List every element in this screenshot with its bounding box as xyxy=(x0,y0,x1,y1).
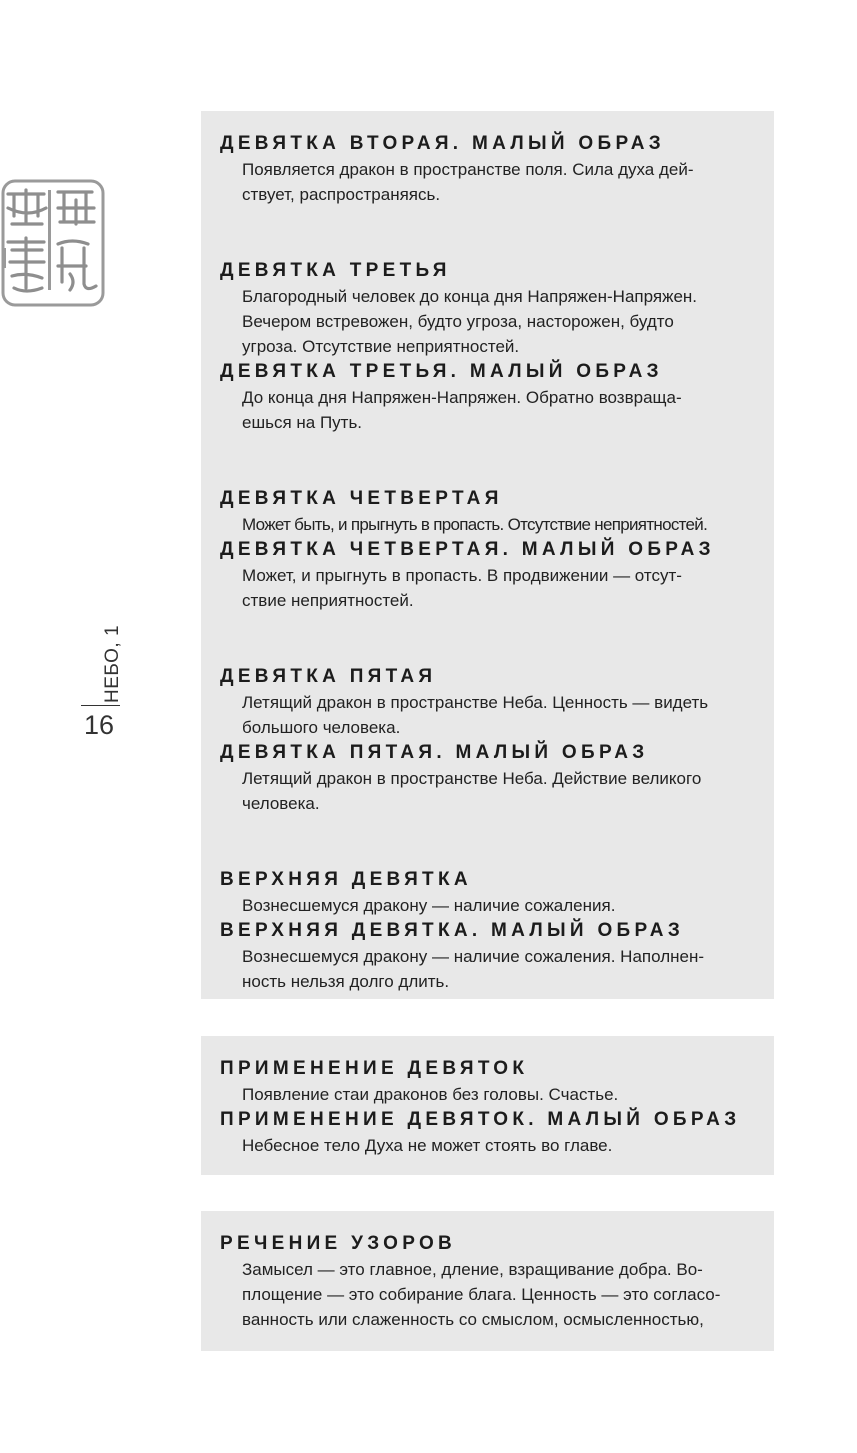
section-heading: ДЕВЯТКА ТРЕТЬЯ xyxy=(220,260,451,281)
text-line: ешься на Путь. xyxy=(242,413,363,432)
text-line: Благородный человек до конца дня Напряжен-Напряжен. xyxy=(242,287,698,306)
spacer xyxy=(220,207,774,258)
text-line: человека. xyxy=(242,794,320,813)
text-line: Летящий дракон в пространстве Неба. Ценность — видеть xyxy=(242,693,709,712)
section-heading: РЕЧЕНИЕ УЗОРОВ xyxy=(220,1233,457,1254)
text-line: Замысел — это главное, дление, взращивание добра. Во- xyxy=(242,1260,703,1279)
text-line: Небесное тело Духа не может стоять во главе. xyxy=(242,1136,613,1155)
page-number: 16 xyxy=(84,710,115,740)
section-heading: ДЕВЯТКА ЧЕТВЕРТАЯ xyxy=(220,488,503,509)
seal-stamp-icon xyxy=(0,178,106,308)
text-line: ствие неприятностей. xyxy=(242,591,414,610)
text-line: угроза. Отсутствие неприятностей. xyxy=(242,337,520,356)
running-head xyxy=(88,624,138,704)
text-line: площение — это собирание блага. Ценность — это согласо- xyxy=(242,1285,721,1304)
section-heading: ДЕВЯТКА ПЯТАЯ. МАЛЫЙ ОБРАЗ xyxy=(220,742,649,763)
spacer xyxy=(220,435,774,486)
section-heading: ДЕВЯТКА ПЯТАЯ xyxy=(220,666,437,687)
text-line: Может, и прыгнуть в пропасть. В продвижении — отсут- xyxy=(242,566,682,585)
text-line: Вознесшемуся дракону — наличие сожаления. Наполнен- xyxy=(242,947,705,966)
section-heading: ДЕВЯТКА ВТОРАЯ. МАЛЫЙ ОБРАЗ xyxy=(220,133,665,154)
text-line: Может быть, и прыгнуть в пропасть. Отсутствие неприятностей. xyxy=(242,515,708,534)
text-line: Появление стаи драконов без головы. Счастье. xyxy=(242,1085,619,1104)
page-number-rule xyxy=(81,705,120,706)
section-heading: ВЕРХНЯЯ ДЕВЯТКА xyxy=(220,869,472,890)
running-head-text: НЕБО, 1 xyxy=(102,624,123,704)
text-line: Вознесшемуся дракону — наличие сожаления. xyxy=(242,896,616,915)
text-panel xyxy=(201,1211,774,1351)
section-heading: ПРИМЕНЕНИЕ ДЕВЯТОК. МАЛЫЙ ОБРАЗ xyxy=(220,1109,741,1130)
section-heading: ДЕВЯТКА ЧЕТВЕРТАЯ. МАЛЫЙ ОБРАЗ xyxy=(220,539,715,560)
text-line: До конца дня Напряжен-Напряжен. Обратно возвраща- xyxy=(242,388,682,407)
text-panel xyxy=(201,1036,774,1175)
section-heading: ДЕВЯТКА ТРЕТЬЯ. МАЛЫЙ ОБРАЗ xyxy=(220,361,663,382)
text-line: ванность или слаженность со смыслом, осмысленностью, xyxy=(242,1310,704,1329)
text-line: Вечером встревожен, будто угроза, насторожен, будто xyxy=(242,312,674,331)
spacer xyxy=(220,816,774,867)
text-line: ствует, распространяясь. xyxy=(242,185,441,204)
text-line: большого человека. xyxy=(242,718,401,737)
section-heading: ПРИМЕНЕНИЕ ДЕВЯТОК xyxy=(220,1058,529,1079)
spacer xyxy=(220,613,774,664)
text-line: Появляется дракон в пространстве поля. Сила духа дей- xyxy=(242,160,694,179)
text-line: Летящий дракон в пространстве Неба. Действие великого xyxy=(242,769,702,788)
text-panel xyxy=(201,111,774,999)
text-line: ность нельзя долго длить. xyxy=(242,972,450,991)
section-heading: ВЕРХНЯЯ ДЕВЯТКА. МАЛЫЙ ОБРАЗ xyxy=(220,920,685,941)
